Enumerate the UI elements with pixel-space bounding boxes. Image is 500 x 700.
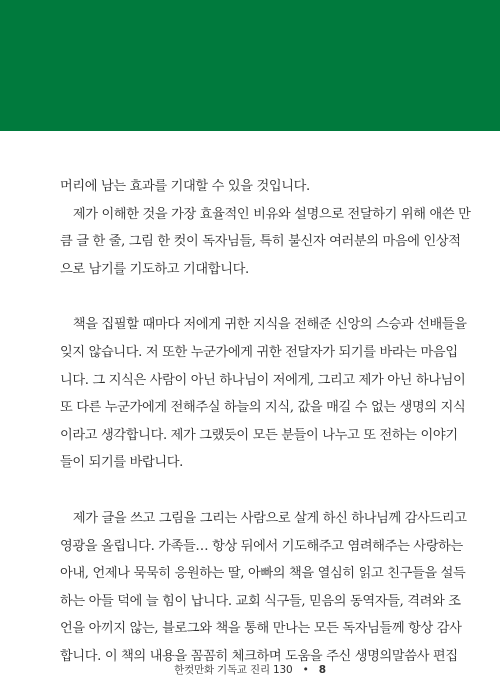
text-line: 영광을 올립니다. 가족들… 항상 뒤에서 기도해주고 염려해주는 사랑하는 — [60, 538, 463, 554]
paragraph-gap — [60, 477, 442, 505]
paragraph-gap — [60, 283, 442, 311]
page-number: 8 — [318, 664, 326, 676]
paragraph-3 — [60, 505, 467, 671]
text-line: 합니다. 이 책의 내용을 꼼꼼히 체크하며 도움을 주신 생명의말씀사 편집 — [60, 648, 458, 664]
paragraph-2 — [60, 311, 467, 477]
text-line: 잊지 않습니다. 저 또한 누군가에게 귀한 전달자가 되기를 바라는 마음입 — [60, 344, 458, 360]
text-line: 큼 글 한 줄, 그림 한 컷이 독자님들, 특히 불신자 여러분의 마음에 인상적 — [60, 234, 461, 250]
body-text — [60, 173, 471, 671]
text-line: 또 다른 누군가에게 전해주실 하늘의 지식, 값을 매길 수 없는 생명의 지식 — [60, 400, 466, 416]
text-line: 언을 아끼지 않는, 블로그와 책을 통해 만나는 모든 독자님들께 항상 감사 — [60, 621, 462, 637]
text-line: 머리에 남는 효과를 기대할 수 있을 것입니다. — [60, 179, 310, 194]
header-color-band — [0, 0, 500, 131]
text-line: 들이 되기를 바랍니다. — [60, 455, 184, 471]
footer-book-title: 한컷만화 기독교 진리 130 — [174, 664, 293, 676]
paragraph-1 — [60, 173, 471, 283]
text-line: 으로 남기를 기도하고 기대합니다. — [60, 261, 249, 277]
text-line: 아내, 언제나 묵묵히 응원하는 딸, 아빠의 책을 열심히 읽고 친구들을 설득 — [60, 566, 466, 582]
page-footer — [0, 662, 500, 677]
text-line: 제가 글을 쓰고 그림을 그리는 사람으로 살게 하신 하나님께 감사드리고 — [60, 510, 467, 526]
text-line: 니다. 그 지식은 사람이 아닌 하나님이 저에게, 그리고 제가 아닌 하나님이 — [60, 372, 466, 388]
footer-separator: • — [302, 664, 309, 676]
text-line: 하는 아들 덕에 늘 힘이 납니다. 교회 식구들, 믿음의 동역자들, 격려와 조 — [60, 593, 461, 609]
text-line: 이라고 생각합니다. 제가 그랬듯이 모든 분들이 나누고 또 전하는 이야기 — [60, 427, 458, 443]
text-line: 제가 이해한 것을 가장 효율적인 비유와 설명으로 전달하기 위해 애쓴 만 — [60, 206, 471, 222]
text-line: 책을 집필할 때마다 저에게 귀한 지식을 전해준 신앙의 스승과 선배들을 — [60, 317, 467, 333]
